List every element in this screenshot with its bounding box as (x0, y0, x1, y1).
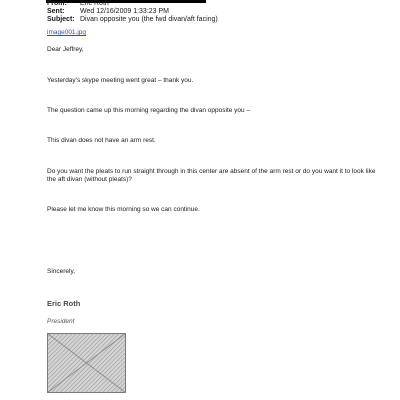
attachment-link[interactable]: image001.jpg (47, 29, 87, 36)
closing: Sincerely, (47, 268, 76, 275)
image-placeholder-icon (47, 333, 126, 393)
paragraph-4: Do you want the pleats to run straight through in this center are absent of the arm rest or do you want it to look like the aft divan (without pleats)? (47, 168, 376, 183)
subject-label: Subject: (47, 16, 75, 23)
signature-title: President (47, 318, 75, 325)
sent-label: Sent: (47, 8, 65, 15)
paragraph-2: The question came up this morning regarding the divan opposite you – (47, 107, 251, 114)
subject-value: Divan opposite you (the fwd divan/aft facing) (80, 16, 218, 23)
paragraph-1: Yesterday’s skype meeting went great – thank you. (47, 77, 194, 84)
paragraph-5: Please let me know this morning so we can continue. (47, 206, 200, 213)
from-row (47, 0, 109, 8)
from-value: Eric Roth (80, 0, 109, 7)
subject-row (47, 16, 218, 24)
greeting: Dear Jeffrey, (47, 46, 84, 53)
signature-name: Eric Roth (47, 299, 81, 308)
sent-value: Wed 12/16/2009 1:33:23 PM (80, 8, 169, 15)
from-label: From: (47, 0, 67, 7)
sent-row (47, 8, 169, 16)
paragraph-3: This divan does not have an arm rest. (47, 137, 156, 144)
